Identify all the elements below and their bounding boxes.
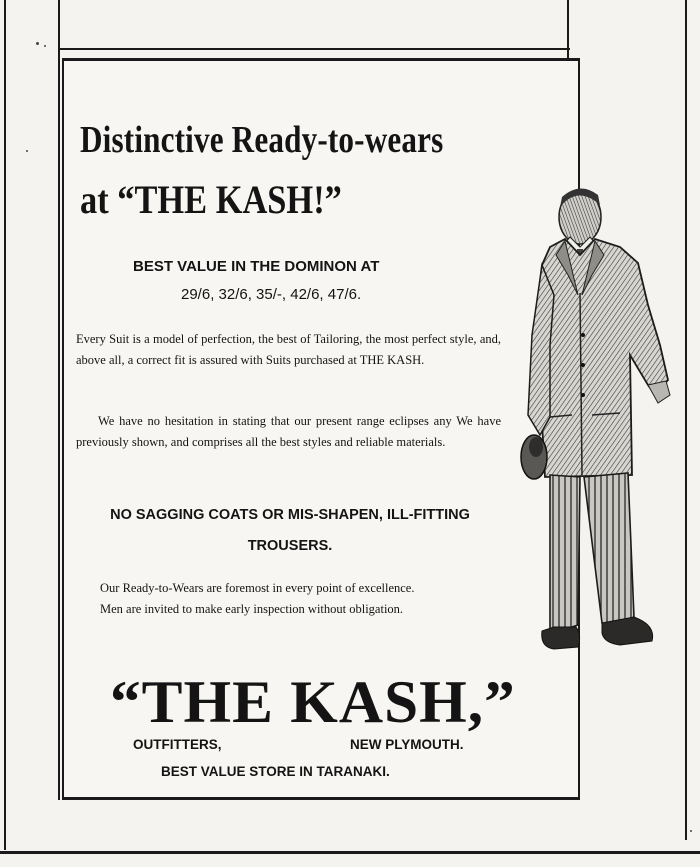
paragraph-range-text: We have no hesitation in stating that our present range eclipses any We have previously shown, and comprises all the best styles and reliable materials. — [76, 414, 501, 449]
print-speck — [690, 830, 692, 832]
outfitters-label: OUTFITTERS, — [133, 737, 222, 752]
no-sagging-line2: TROUSERS. — [247, 538, 333, 554]
paragraph-inspection-line2: Men are invited to make early inspection without obligation. — [100, 602, 404, 616]
town-label: NEW PLYMOUTH. — [350, 737, 464, 752]
headline-line1: Distinctive Ready-to-wears — [80, 119, 444, 161]
bottom-page-rule — [0, 851, 700, 854]
man-in-suit-illustration — [520, 185, 690, 660]
left-column-rule — [4, 0, 6, 850]
no-sagging-line1: NO SAGGING COATS OR MIS-SHAPEN, ILL-FITTING — [110, 507, 470, 523]
paragraph-inspection — [100, 578, 414, 620]
print-speck — [26, 150, 28, 152]
paragraph-inspection-line1: Our Ready-to-Wears are foremost in every point of excellence. — [100, 581, 415, 595]
best-value-heading: BEST VALUE IN THE DOMINON AT — [133, 258, 380, 275]
price-list: 29/6, 32/6, 35/-, 42/6, 47/6. — [181, 286, 362, 303]
paragraph-range — [76, 411, 501, 453]
headline-line2: at “THE KASH!” — [80, 177, 342, 222]
store-tagline: BEST VALUE STORE IN TARANAKI. — [161, 764, 390, 779]
print-speck — [44, 45, 46, 47]
paragraph-perfection: Every Suit is a model of perfection, the best of Tailoring, the most perfect style, and, above all, a correct fit is assured with Suits purchased at THE KASH. — [76, 332, 501, 367]
inner-left-rule — [58, 0, 60, 800]
top-separator-rule — [60, 48, 570, 50]
no-sagging-notice — [100, 500, 480, 562]
store-name: “THE KASH,” — [110, 669, 516, 735]
print-speck — [36, 42, 39, 45]
inner-right-rule — [567, 0, 569, 60]
